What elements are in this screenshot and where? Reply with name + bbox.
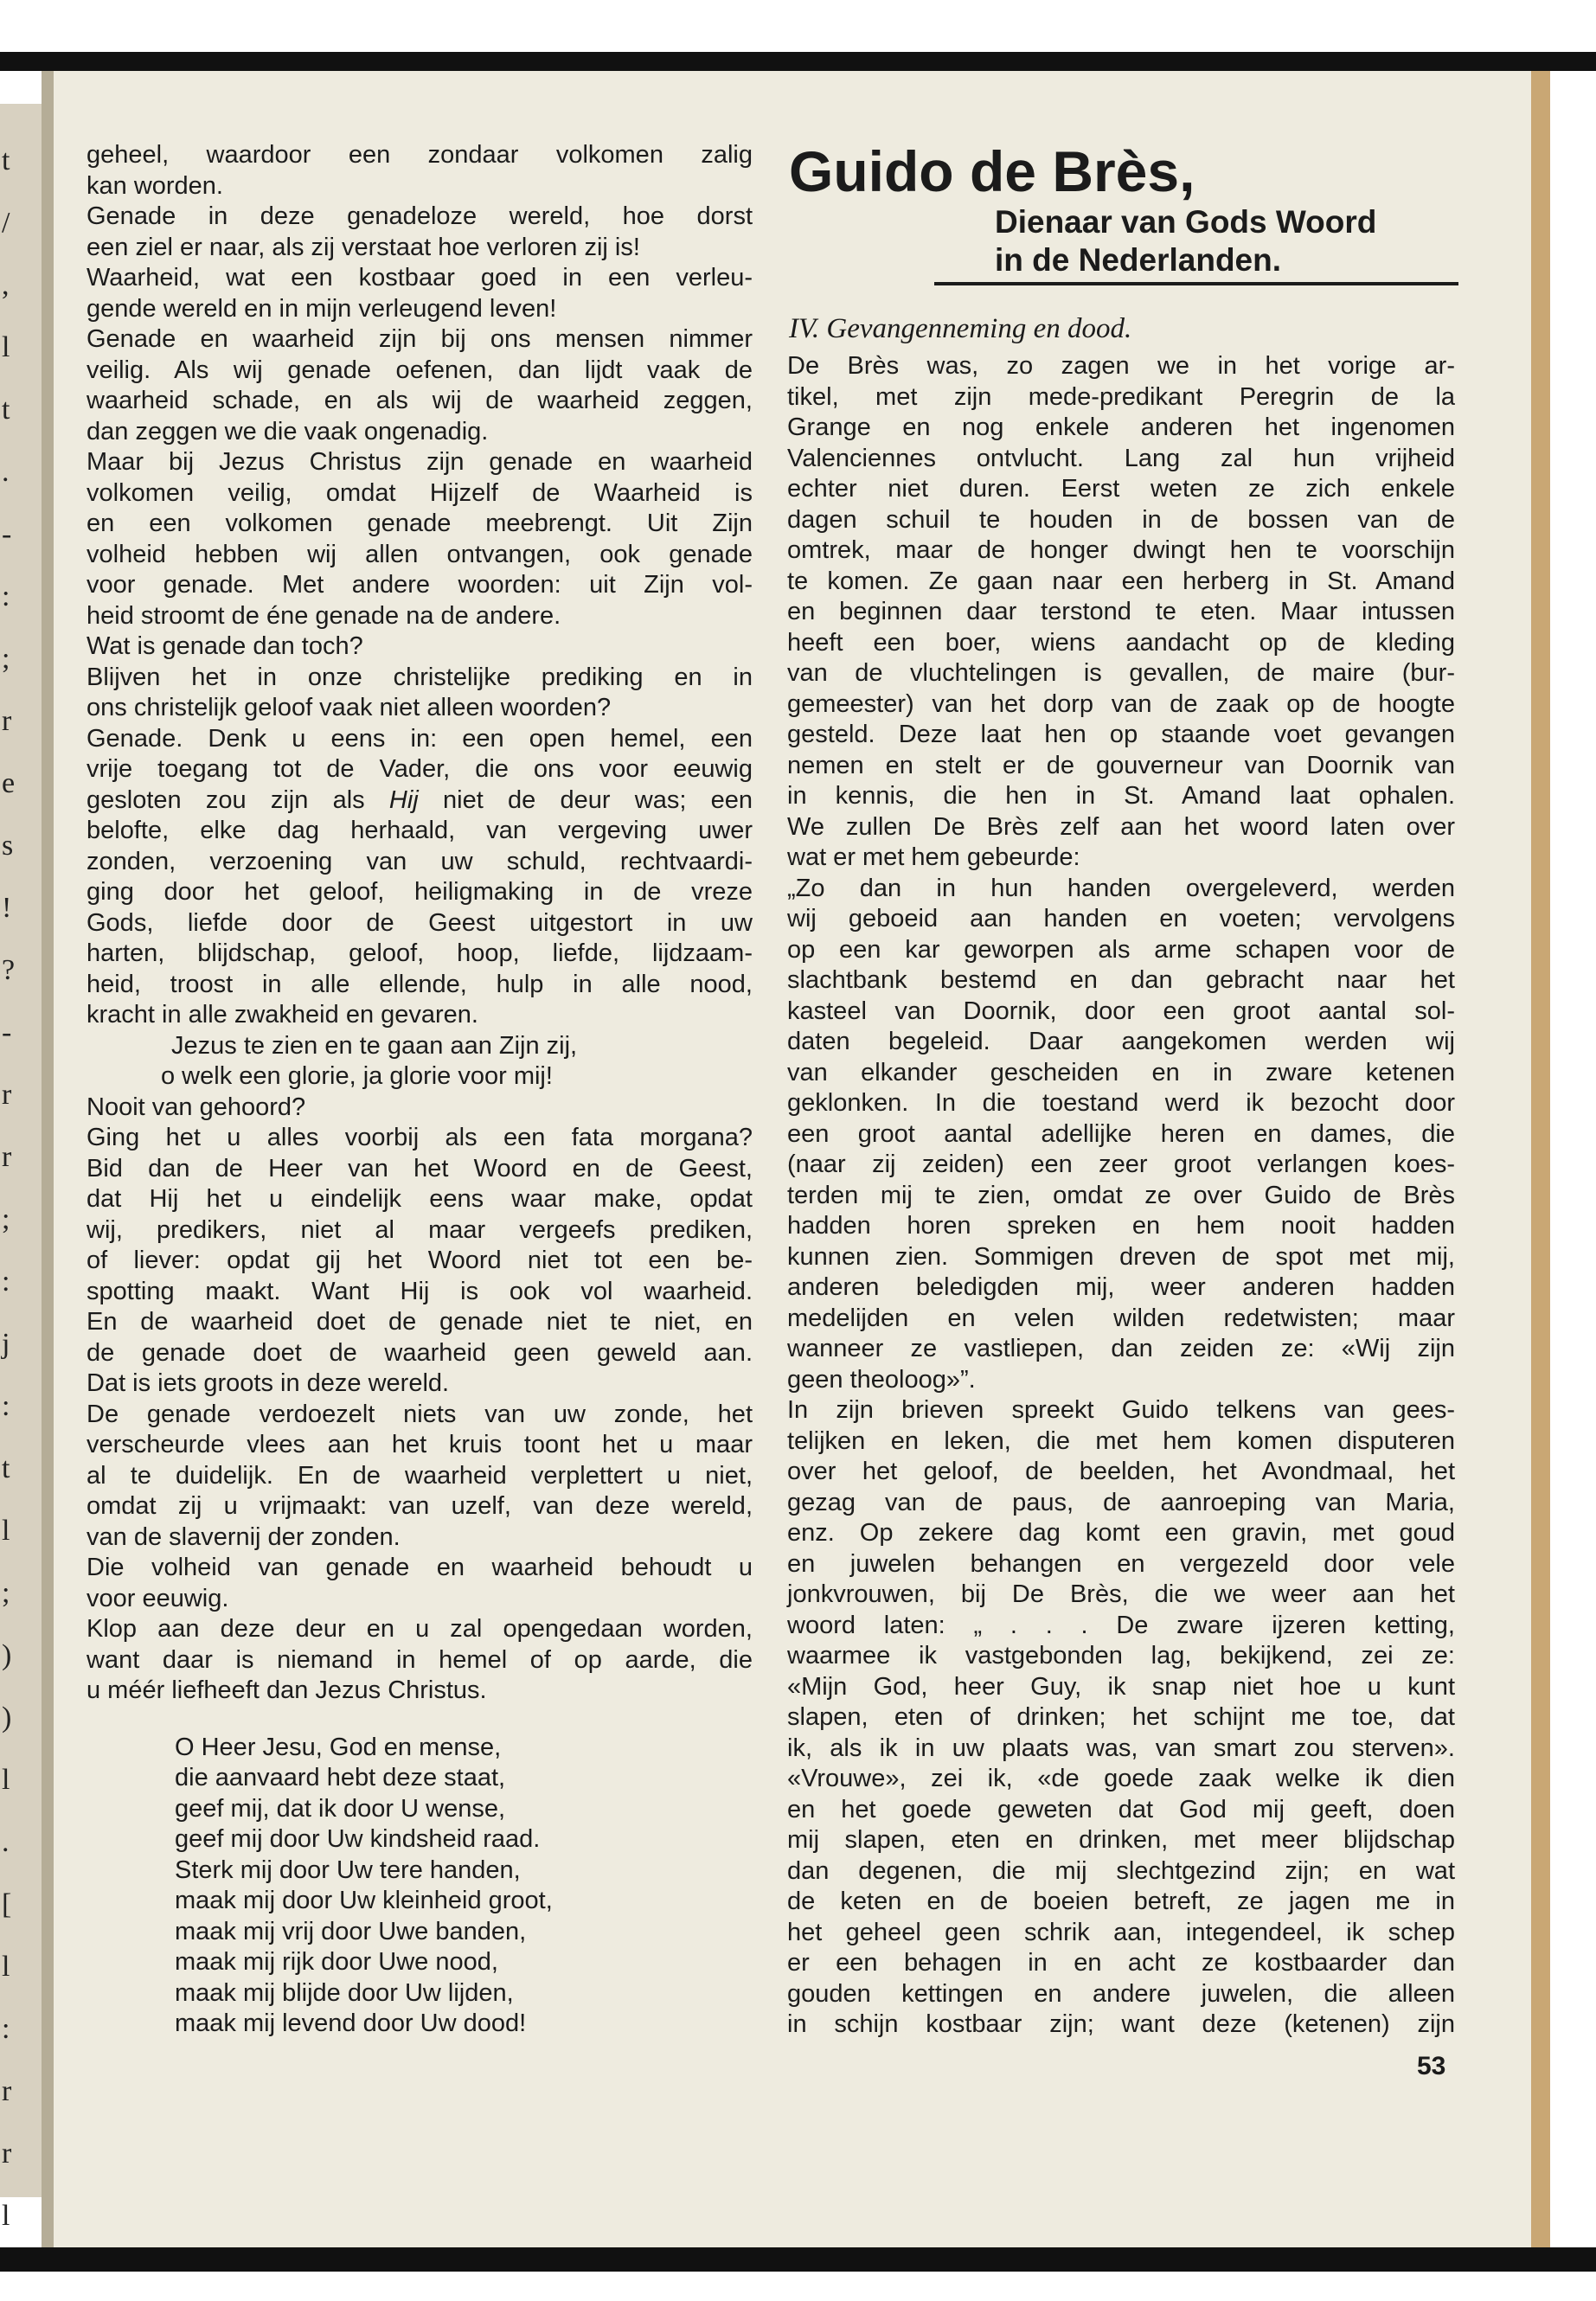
margin-mark: . (2, 456, 10, 488)
article-text-line: geklonken. In die toestand werd ik bezocht door (787, 1089, 1455, 1117)
article-text-line: waarmee ik vastgebonden lag, bekijkend, zei ze: (787, 1642, 1455, 1670)
article-text-line: van de vluchtelingen is gevallen, de maire (bur- (787, 659, 1455, 687)
left-text-line: waarheid schade, en als wij de waarheid zeggen, (87, 387, 753, 414)
section-heading: IV. Gevangenneming en dood. (789, 313, 1132, 344)
article-text-line: er een behagen in en acht ze kostbaarder dan (787, 1949, 1455, 1977)
poem-line: die aanvaard hebt deze staat, (175, 1764, 506, 1791)
poem-line: Sterk mij door Uw tere handen, (175, 1856, 521, 1884)
article-text-line: mij slapen, eten en drinken, met meer blijdschap (787, 1826, 1455, 1854)
article-text-line: gezag van de paus, de aanroeping van Maria, (787, 1488, 1455, 1516)
left-text-line: Ging het u alles voorbij als een fata morgana? (87, 1124, 753, 1151)
article-subtitle-line1: Dienaar van Gods Woord (995, 204, 1377, 240)
poem-line: maak mij rijk door Uwe nood, (175, 1948, 498, 1976)
article-subtitle-line2: in de Nederlanden. (995, 242, 1282, 278)
poem-spacer (87, 1707, 753, 1733)
left-text-line: Jezus te zien en te gaan aan Zijn zij, (171, 1031, 578, 1060)
left-text-line: Genade en waarheid zijn bij ons mensen nimmer (87, 325, 753, 353)
left-text-line: o welk een glorie, ja glorie voor mij! (161, 1062, 553, 1090)
margin-mark: t (2, 144, 10, 176)
margin-marks (2, 130, 21, 2247)
margin-mark: ) (2, 1639, 12, 1671)
margin-mark: [ (2, 1888, 12, 1920)
poem-line: maak mij vrij door Uwe banden, (175, 1917, 527, 1945)
article-text-line: kasteel van Doornik, door een groot aantal sol- (787, 997, 1455, 1025)
article-text-line: tikel, met zijn mede-predikant Peregrin de la (787, 382, 1455, 411)
left-text-line: harten, blijdschap, geloof, hoop, liefde, lijdzaam- (87, 939, 753, 967)
article-text-line: nemen en stelt er de gouverneur van Doornik van (787, 751, 1455, 779)
margin-mark: l (2, 1951, 10, 1983)
article-text-line: wij geboeid aan handen en voeten; vervolgens (787, 905, 1455, 933)
left-text-line: Gods, liefde door de Geest uitgestort in uw (87, 908, 753, 937)
article-text-line: een groot aantal adellijke heren en dames, die (787, 1119, 1455, 1148)
margin-mark: : (2, 580, 10, 612)
margin-mark: l (2, 331, 10, 363)
left-text-line: de genade doet de waarheid geen geweld aan. (87, 1338, 753, 1367)
margin-mark: , (2, 269, 10, 301)
article-text-line: heeft een boer, wiens aandacht op de kleding (787, 628, 1455, 657)
article-text-line: Valenciennes ontvlucht. Lang zal hun vrijheid (787, 444, 1455, 472)
article-text-line: echter niet duren. Eerst weten ze zich enkele (787, 475, 1455, 503)
left-text-line: al te duidelijk. En de waarheid verplettert u niet, (87, 1461, 753, 1490)
article-text-line: van elkander gescheiden en in zware ketenen (787, 1058, 1455, 1086)
left-text-line: Genade in deze genadeloze wereld, hoe dorst (87, 202, 753, 230)
left-text-line: voor eeuwig. (87, 1584, 229, 1612)
poem-line: maak mij levend door Uw dood! (175, 2009, 527, 2037)
left-text-line: Klop aan deze deur en u zal opengedaan worden, (87, 1615, 753, 1643)
article-text-line: gemeester) van het dorp van de zaak op de hoogte (787, 689, 1455, 718)
article-text-line: geen theoloog»”. (787, 1365, 976, 1394)
left-text-line: dan zeggen we die vaak ongenadig. (87, 417, 489, 445)
right-column (787, 351, 1455, 2041)
title-underline (934, 282, 1458, 285)
article-text-line: medelijden en velen wilden redetwisten; maar (787, 1304, 1455, 1332)
article-text-line: over het geloof, de beelden, het Avondmaal, het (787, 1458, 1455, 1485)
article-text-line: slapen, eten of drinken; het schijnt me toe, dat (787, 1703, 1455, 1731)
margin-mark: - (2, 518, 12, 550)
margin-mark: r (2, 2075, 12, 2107)
article-text-line: het geheel geen schrik aan, integendeel, ik schep (787, 1918, 1455, 1946)
left-text-line: spotting maakt. Want Hij is ook vol waarheid. (87, 1277, 753, 1305)
margin-mark: l (2, 1515, 10, 1547)
margin-mark: - (2, 1016, 12, 1048)
poem-line: geef mij door Uw kindsheid raad. (175, 1825, 541, 1853)
left-column (87, 140, 753, 2040)
margin-mark: : (2, 2013, 10, 2045)
margin-mark: ) (2, 1702, 12, 1734)
article-text-line: terden mij te zien, omdat ze over Guido de Brès (787, 1181, 1455, 1209)
left-text-line: voor genade. Met andere woorden: uit Zijn vol- (87, 571, 753, 599)
article-text-line: hadden horen spreken en hem nooit hadden (787, 1212, 1455, 1240)
left-text-line: heid stroomt de éne genade na de andere. (87, 601, 561, 630)
margin-mark: ; (2, 1203, 10, 1235)
margin-mark: r (2, 1141, 12, 1173)
article-text-line: gouden kettingen en andere juwelen, die alleen (787, 1979, 1455, 2008)
article-text-line: en juwelen behangen en vergezeld door vele (787, 1549, 1455, 1578)
left-text-line: en een volkomen genade meebrengt. Uit Zijn (87, 510, 753, 537)
margin-mark: : (2, 1390, 10, 1422)
left-text-line: Bid dan de Heer van het Woord en de Geest, (87, 1154, 753, 1183)
article-text-line: en beginnen daar terstond te eten. Maar intussen (787, 598, 1455, 625)
left-text-line: veilig. Als wij genade oefenen, dan lijdt vaak de (87, 356, 753, 384)
poem-line: geef mij, dat ik door U wense, (175, 1794, 506, 1823)
article-text-line: kunnen zien. Sommigen dreven de spot met mij, (787, 1242, 1455, 1271)
left-text-line: De genade verdoezelt niets van uw zonde, het (87, 1400, 753, 1428)
article-text-line: dan degenen, die mij slechtgezind zijn; en wat (787, 1856, 1455, 1885)
margin-mark: l (2, 1764, 10, 1796)
left-text-line: of liever: opdat gij het Woord niet tot een be- (87, 1247, 753, 1274)
left-text-line: volkomen veilig, omdat Hijzelf de Waarheid is (87, 478, 753, 507)
article-text-line: daten begeleid. Daar aangekomen werden wij (787, 1028, 1455, 1055)
left-text-line: van de slavernij der zonden. (87, 1522, 401, 1551)
left-text-line: Dat is iets groots in deze wereld. (87, 1369, 450, 1397)
article-text-line: slachtbank bestemd en dan gebracht naar het (787, 966, 1455, 994)
left-text-line: kan worden. (87, 171, 223, 200)
poem-line: maak mij door Uw kleinheid groot, (175, 1887, 553, 1914)
left-text-line: want daar is niemand in hemel of op aarde, die (87, 1645, 753, 1674)
left-text-fragment: niet de deur was; een (418, 785, 753, 814)
left-text-line: verscheurde vlees aan het kruis toont het u maar (87, 1431, 753, 1458)
margin-mark: r (2, 1079, 12, 1111)
left-text-line: Maar bij Jezus Christus zijn genade en waarheid (87, 448, 753, 476)
article-text-line: te komen. Ze gaan naar een herberg in St. Amand (787, 567, 1455, 595)
left-text-line: kracht in alle zwakheid en gevaren. (87, 1001, 478, 1029)
margin-mark: t (2, 394, 10, 426)
margin-mark: r (2, 2138, 12, 2170)
margin-mark: e (2, 767, 16, 799)
left-text-line: ons christelijk geloof vaak niet alleen woorden? (87, 694, 612, 721)
article-text-line: dagen schuil te houden in de bossen van de (787, 505, 1455, 534)
page-edge-right (1531, 69, 1550, 2249)
article-text-line: de keten en de boeien betreft, ze jagen me in (787, 1888, 1455, 1915)
article-title: Guido de Brès, (789, 139, 1195, 203)
left-text-line: En de waarheid doet de genade niet te niet, en (87, 1308, 753, 1336)
left-text-line: ging door het geloof, heiligmaking in de vreze (87, 878, 753, 906)
left-text-fragment: gesloten zou zijn als (87, 785, 389, 814)
book-spine (42, 69, 54, 2249)
article-text-line: In zijn brieven spreekt Guido telkens van gees- (787, 1396, 1455, 1424)
margin-mark: t (2, 1452, 10, 1484)
article-text-line: gesteld. Deze laat hen op staande voet gevangen (787, 721, 1455, 748)
left-text-line: gende wereld en in mijn verleugend leven! (87, 294, 557, 323)
poem-line: maak mij blijde door Uw lijden, (175, 1978, 514, 2007)
article-text-line: «Mijn God, heer Guy, ik snap niet hoe u kunt (787, 1672, 1455, 1701)
left-text-line: wij, predikers, niet al maar vergeefs prediken, (87, 1215, 753, 1244)
article-text-line: wanneer ze vastliepen, dan zeiden ze: «Wij zijn (787, 1335, 1455, 1362)
margin-mark: : (2, 1266, 10, 1298)
article-text-line: jonkvrouwen, bij De Brès, die we weer aan het (787, 1580, 1455, 1608)
left-text-line: vrije toegang tot de Vader, die ons voor eeuwig (87, 755, 753, 783)
margin-mark: ! (2, 892, 12, 924)
article-text-line: ik, als ik in uw plaats was, van smart zou sterven». (787, 1734, 1455, 1762)
left-text-line: heid, troost in alle ellende, hulp in alle nood, (87, 970, 753, 998)
article-text-line: omtrek, maar de honger dwingt hen te voorschijn (787, 536, 1455, 564)
left-text-line: Die volheid van genade en waarheid behoudt u (87, 1554, 753, 1581)
left-text-line: Waarheid, wat een kostbaar goed in een verleu- (87, 264, 753, 292)
left-text-line: Genade. Denk u eens in: een open hemel, een (87, 724, 753, 753)
article-text-line: «Vrouwe», zei ik, «de goede zaak welke ik dien (787, 1765, 1455, 1792)
page-number: 53 (1417, 2052, 1446, 2080)
left-text-line: volheid hebben wij allen ontvangen, ook genade (87, 540, 753, 568)
article-text-line: „Zo dan in hun handen overgeleverd, werden (787, 874, 1455, 902)
italic-hij: Hij (388, 785, 419, 814)
article-text-line: woord laten: „ . . . De zware ijzeren ketting, (787, 1611, 1455, 1639)
article-text-line: (naar zij zeiden) een zeer groot verlangen koes- (787, 1150, 1455, 1178)
article-text-line: Grange en nog enkele anderen het ingenomen (787, 413, 1455, 441)
left-text-line: Nooit van gehoord? (87, 1093, 306, 1121)
margin-mark: j (2, 1328, 10, 1360)
article-text-line: De Brès was, zo zagen we in het vorige ar- (787, 352, 1455, 380)
article-text-line: We zullen De Brès zelf aan het woord laten over (787, 812, 1455, 841)
margin-mark: r (2, 705, 12, 737)
article-text-line: op een kar geworpen als arme schapen voor de (787, 935, 1455, 964)
scan-border-top (0, 52, 1596, 71)
article-text-line: en het goede geweten dat God mij geeft, doen (787, 1795, 1455, 1823)
left-text-line: een ziel er naar, als zij verstaat hoe verloren zij is! (87, 233, 640, 261)
margin-mark: ; (2, 1577, 10, 1609)
article-text-line: enz. Op zekere dag komt een gravin, met goud (787, 1519, 1455, 1547)
article-text-line: in kennis, die hen in St. Amand laat ophalen. (787, 782, 1455, 810)
left-text-line (87, 785, 753, 817)
left-text-line: Wat is genade dan toch? (87, 632, 363, 660)
article-text-line: in schijn kostbaar zijn; want deze (ketenen) zijn (787, 2010, 1455, 2038)
article-text-line: anderen beledigden mij, weer anderen hadden (787, 1273, 1455, 1301)
article-text-line: telijken en leken, die met hem komen disputeren (787, 1426, 1455, 1455)
article-text-line: wat er met hem gebeurde: (787, 843, 1080, 871)
left-text-line: geheel, waardoor een zondaar volkomen zalig (87, 141, 753, 169)
left-text-line: dat Hij het u eindelijk eens waar make, opdat (87, 1185, 753, 1213)
left-text-line: belofte, elke dag herhaald, van vergeving uwer (87, 817, 753, 844)
margin-mark: . (2, 1826, 10, 1858)
scan-border-bottom (0, 2247, 1596, 2272)
left-text-line: Blijven het in onze christelijke prediking en in (87, 663, 753, 691)
margin-mark: l (2, 2200, 10, 2232)
poem-line: O Heer Jesu, God en mense, (175, 1733, 502, 1761)
left-text-line: u méér liefheeft dan Jezus Christus. (87, 1676, 487, 1704)
margin-mark: s (2, 830, 14, 862)
left-text-line: zonden, verzoening van uw schuld, rechtvaardi- (87, 847, 753, 875)
margin-mark: ; (2, 643, 10, 675)
margin-mark: / (2, 207, 10, 239)
left-text-line: omdat zij u vrijmaakt: van uzelf, van deze wereld, (87, 1492, 753, 1520)
margin-mark: ? (2, 954, 16, 986)
